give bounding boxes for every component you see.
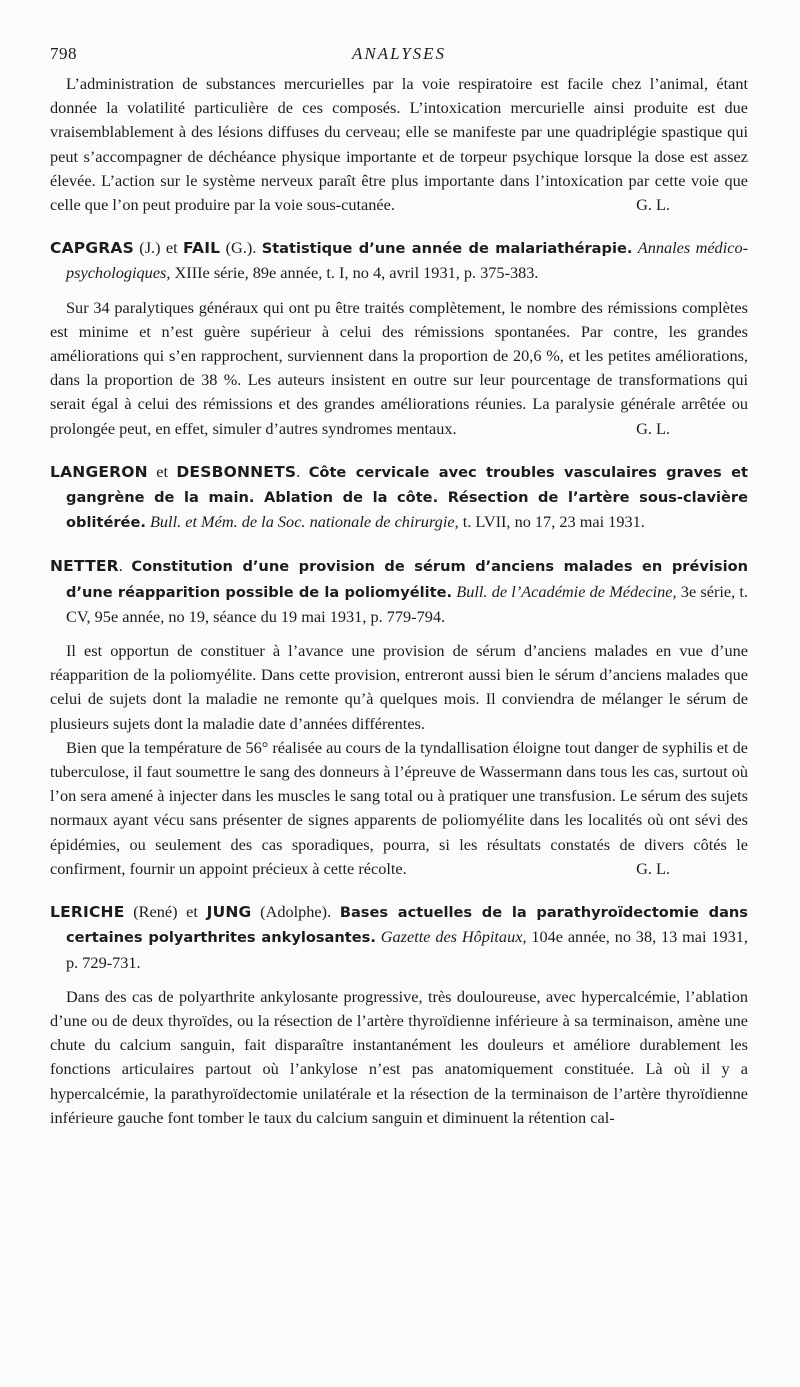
entry-abstract-text: Dans des cas de polyarthrite ankylosante progressive, très douloureuse, avec hypercalcémie, l’ablation d’une ou de deux thyroïdes, ou la résection de l’artère thyroïdienne inférieure à sa terminaison, amène une chute du calcium sanguin, fait disparaître instantanément les douleurs et améliore durablement les fonctions articulaires partout où l’ankylose n’est pas anatomiquement constituée. Là où il y a hypercalcémie, la parathyroïdectomie unilatérale et la résection de la terminaison de l’artère thyroïdienne inférieure gauche font tomber le taux du calcium sanguin et diminuent la rétention cal- (50, 986, 748, 1127)
entry-author: LERICHE (50, 903, 125, 922)
entry-abstract-paragraph (50, 736, 748, 881)
entry-coauthor: DESBONNETS (176, 462, 297, 481)
entry-abstract-text: Sur 34 paralytiques généraux qui ont pu être traités complètement, le nombre des rémissions complètes est minime et n’est guère supérieur à celui des rémissions spontanées. Par contre, les grandes améliorations qui s’en rapprochent, surviennent dans la proportion de 20,6 %, et les petites améliorations, dans la proportion de 38 %. Les auteurs insistent en outre sur leur pourcentage de transformations qui serait égal à celui des rémissions et des grandes améliorations réunies. La paralysie générale arrêtée ou prolongée peut, en effet, simuler d’autres syndromes mentaux. (50, 297, 748, 438)
page-content (50, 72, 748, 1130)
entry-abstract-text: Il est opportun de constituer à l’avance une provision de sérum d’anciens malades en vue d’une réapparition de la poliomyélite. Dans cette provision, entreront aussi bien le sérum d’anciens malades que celui de sujets dont la maladie ne remonte qu’à quelques mois. Il conviendra de mélanger le sérum de plusieurs sujets dont la maladie date d’années différentes. (50, 641, 748, 733)
entry-source: Bull. de l’Académie de Médecine, (456, 581, 677, 601)
entry-details: t. LVII, no 17, 23 mai 1931. (458, 512, 645, 532)
entry-title: Statistique d’une année de malariathérapie. (261, 240, 633, 258)
abstract-entry (50, 900, 748, 1130)
entry-author-info: (René) et (124, 902, 207, 922)
entry-coauthor-info: (G.). (220, 238, 262, 258)
entry-signature: G. L. (636, 418, 670, 438)
abstract-entry (50, 236, 748, 441)
page-number: 798 (50, 44, 77, 63)
entry-source: Annales médico-psychologiques, (66, 238, 749, 283)
entry-title: Constitution d’une provision de sérum d’anciens malades en prévision d’une réapparition possible de la poliomyélite. (66, 558, 748, 601)
entry-title: Côte cervicale avec troubles vasculaires graves et gangrène de la main. Ablation de la côte. Résection de l’artère sous-clavière oblitérée. (66, 463, 749, 532)
entry-abstract-paragraph (50, 296, 748, 441)
entry-author-info: (J.) et (133, 238, 183, 258)
entry-author: CAPGRAS (50, 239, 134, 258)
entry-author: NETTER (50, 557, 119, 576)
entry-coauthor-info: . (296, 461, 309, 481)
entry-reference (50, 554, 748, 629)
entry-abstract-paragraph (50, 985, 748, 1130)
entry-reference (50, 460, 748, 536)
intro-text: L’administration de substances mercurielles par la voie respiratoire est facile chez l’animal, étant donnée la volatilité particulière de ces composés. L’intoxication mercurielle ainsi produite est due vraisemblablement à des lésions diffuses du cerveau; elle se manifeste par une quadriplégie spastique qui peut s’accompagner de déchéance physique importante et de torpeur psychique lorsque la dose est assez élevée. L’action sur le système nerveux paraît être plus importante dans l’intoxication par cette voie que celle que l’on peut produire par la voie sous-cutanée. (50, 74, 748, 215)
entry-reference (50, 236, 748, 285)
intro-paragraph (50, 72, 748, 217)
entries-list (50, 236, 748, 1130)
entry-signature: G. L. (636, 858, 670, 878)
page-header (50, 44, 748, 68)
entry-abstract-text: Bien que la température de 56° réalisée au cours de la tyndallisation éloigne tout danger de syphilis et de tuberculose, il faut soumettre le sang des donneurs à l’épreuve de Wassermann dans tous les cas, surtout où l’on sera amené à injecter dans les muscles le sang total ou à pratiquer une transfusion. Le sérum des sujets normaux ayant vécu sans présenter de signes apparents de poliomyélite dans les localités où ont sévi des épidémies, ou seulement des cas sporadiques, pourra, si les résultats constatés de divers côtés le confirment, fournir un appoint précieux à cette récolte. (50, 737, 748, 878)
entry-reference (50, 900, 748, 975)
entry-details: 104e année, no 38, 13 mai 1931, p. 729-731. (66, 927, 748, 972)
entry-coauthor: FAIL (183, 239, 221, 258)
entry-author-info: et (147, 461, 177, 481)
entry-author-info: . (118, 556, 132, 576)
intro-signature: G. L. (636, 195, 670, 215)
entry-details: 3e série, t. CV, 95e année, no 19, séance du 19 mai 1931, p. 779-794. (66, 581, 749, 626)
entry-source: Gazette des Hôpitaux, (380, 927, 527, 947)
entry-coauthor-info: (Adolphe). (251, 902, 340, 922)
entry-source: Bull. et Mém. de la Soc. nationale de chirurgie, (149, 512, 459, 532)
entry-coauthor: JUNG (206, 903, 252, 922)
abstract-entry (50, 460, 748, 536)
entry-details: XIIIe série, 89e année, t. I, no 4, avril 1931, p. 375-383. (170, 263, 539, 283)
entry-title: Bases actuelles de la parathyroïdectomie dans certaines polyarthrites ankylosantes. (66, 904, 748, 947)
running-head: ANALYSES (351, 44, 447, 63)
entry-abstract-paragraph (50, 639, 748, 736)
entry-author: LANGERON (50, 462, 148, 481)
abstract-entry (50, 554, 748, 881)
